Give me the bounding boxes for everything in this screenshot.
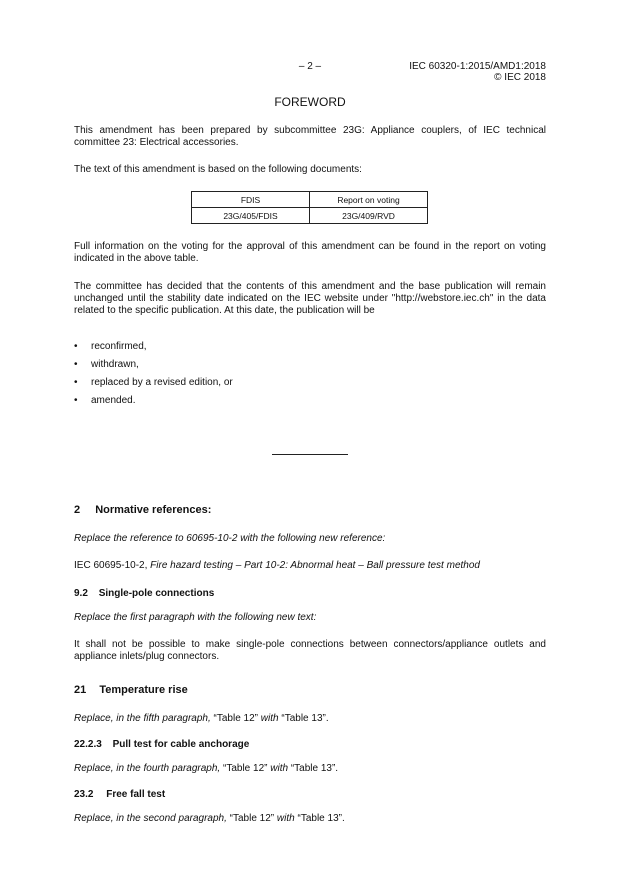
section-9-2-instruction: Replace the first paragraph with the following new text:	[74, 612, 317, 623]
bullet-icon: •	[74, 395, 78, 406]
voting-documents-table	[191, 191, 428, 224]
section-21-instruction	[74, 713, 546, 725]
section-title: Single-pole connections	[98, 588, 215, 599]
foreword-title: FOREWORD	[274, 95, 346, 109]
reference-title: Fire hazard testing – Part 10-2: Abnormal heat – Ball pressure test method	[150, 560, 480, 571]
section-9-2-text: It shall not be possible to make single-pole connections between connectors/appliance outlets and appliance inlets/plug connectors.	[74, 639, 546, 662]
document-id: IEC 60320-1:2015/AMD1:2018	[409, 61, 546, 72]
section-number: 2	[74, 504, 81, 516]
section-number: 22.2.3	[74, 739, 102, 750]
instruction-word: with	[276, 813, 295, 824]
instruction-text: Replace, in the fifth paragraph,	[74, 713, 211, 724]
copyright: © IEC 2018	[494, 72, 546, 83]
table-cell: 23G/405/FDIS	[192, 208, 310, 224]
list-item-text: withdrawn,	[91, 359, 139, 370]
section-21-heading	[74, 684, 188, 697]
bullet-icon: •	[74, 359, 78, 370]
foreword-paragraph-2: The text of this amendment is based on the following documents:	[74, 164, 362, 175]
section-number: 23.2	[74, 789, 94, 800]
section-title: Pull test for cable anchorage	[112, 739, 250, 750]
old-reference: “Table 12”	[220, 763, 271, 774]
table-row	[192, 208, 428, 224]
list-item-text: reconfirmed,	[91, 341, 147, 352]
section-22-2-3-heading	[74, 739, 249, 751]
foreword-paragraph-3: Full information on the voting for the approval of this amendment can be found in the report on voting indicated in the above table.	[74, 241, 546, 264]
section-9-2-heading	[74, 588, 214, 600]
section-22-2-3-instruction	[74, 763, 546, 775]
list-item-text: amended.	[91, 395, 136, 406]
bullet-icon: •	[74, 377, 78, 388]
section-2-reference	[74, 560, 564, 572]
bullet-icon: •	[74, 341, 78, 352]
reference-id: IEC 60695-10-2,	[74, 560, 151, 571]
table-header-cell: Report on voting	[310, 192, 428, 208]
foreword-paragraph-4: The committee has decided that the contents of this amendment and the base publication will remain unchanged until the stability date indicated on the IEC website under "http://webstore.iec.ch" in the data related to the specific publication. At this date, the publication will be	[74, 281, 546, 316]
instruction-word: with	[260, 713, 279, 724]
old-reference: “Table 12”	[226, 813, 277, 824]
old-reference: “Table 12”	[210, 713, 261, 724]
section-title: Free fall test	[106, 789, 166, 800]
instruction-word: with	[270, 763, 289, 774]
instruction-text: Replace, in the second paragraph,	[74, 813, 227, 824]
section-23-2-heading	[74, 789, 165, 801]
section-2-instruction: Replace the reference to 60695-10-2 with the following new reference:	[74, 533, 386, 544]
table-header-cell: FDIS	[192, 192, 310, 208]
new-reference: “Table 13”.	[278, 713, 329, 724]
new-reference: “Table 13”.	[288, 763, 339, 774]
new-reference: “Table 13”.	[294, 813, 345, 824]
section-2-heading	[74, 504, 211, 517]
table-cell: 23G/409/RVD	[310, 208, 428, 224]
page-number: – 2 –	[298, 61, 322, 72]
separator-rule	[272, 454, 348, 455]
instruction-text: Replace, in the fourth paragraph,	[74, 763, 221, 774]
section-title: Temperature rise	[99, 684, 188, 696]
foreword-paragraph-1: This amendment has been prepared by subcommittee 23G: Appliance couplers, of IEC technical committee 23: Electrical accessories.	[74, 125, 546, 148]
list-item-text: replaced by a revised edition, or	[91, 377, 233, 388]
section-number: 9.2	[74, 588, 88, 599]
section-title: Normative references:	[95, 504, 212, 516]
section-23-2-instruction	[74, 813, 546, 825]
table-header-row	[192, 192, 428, 208]
section-number: 21	[74, 684, 87, 696]
